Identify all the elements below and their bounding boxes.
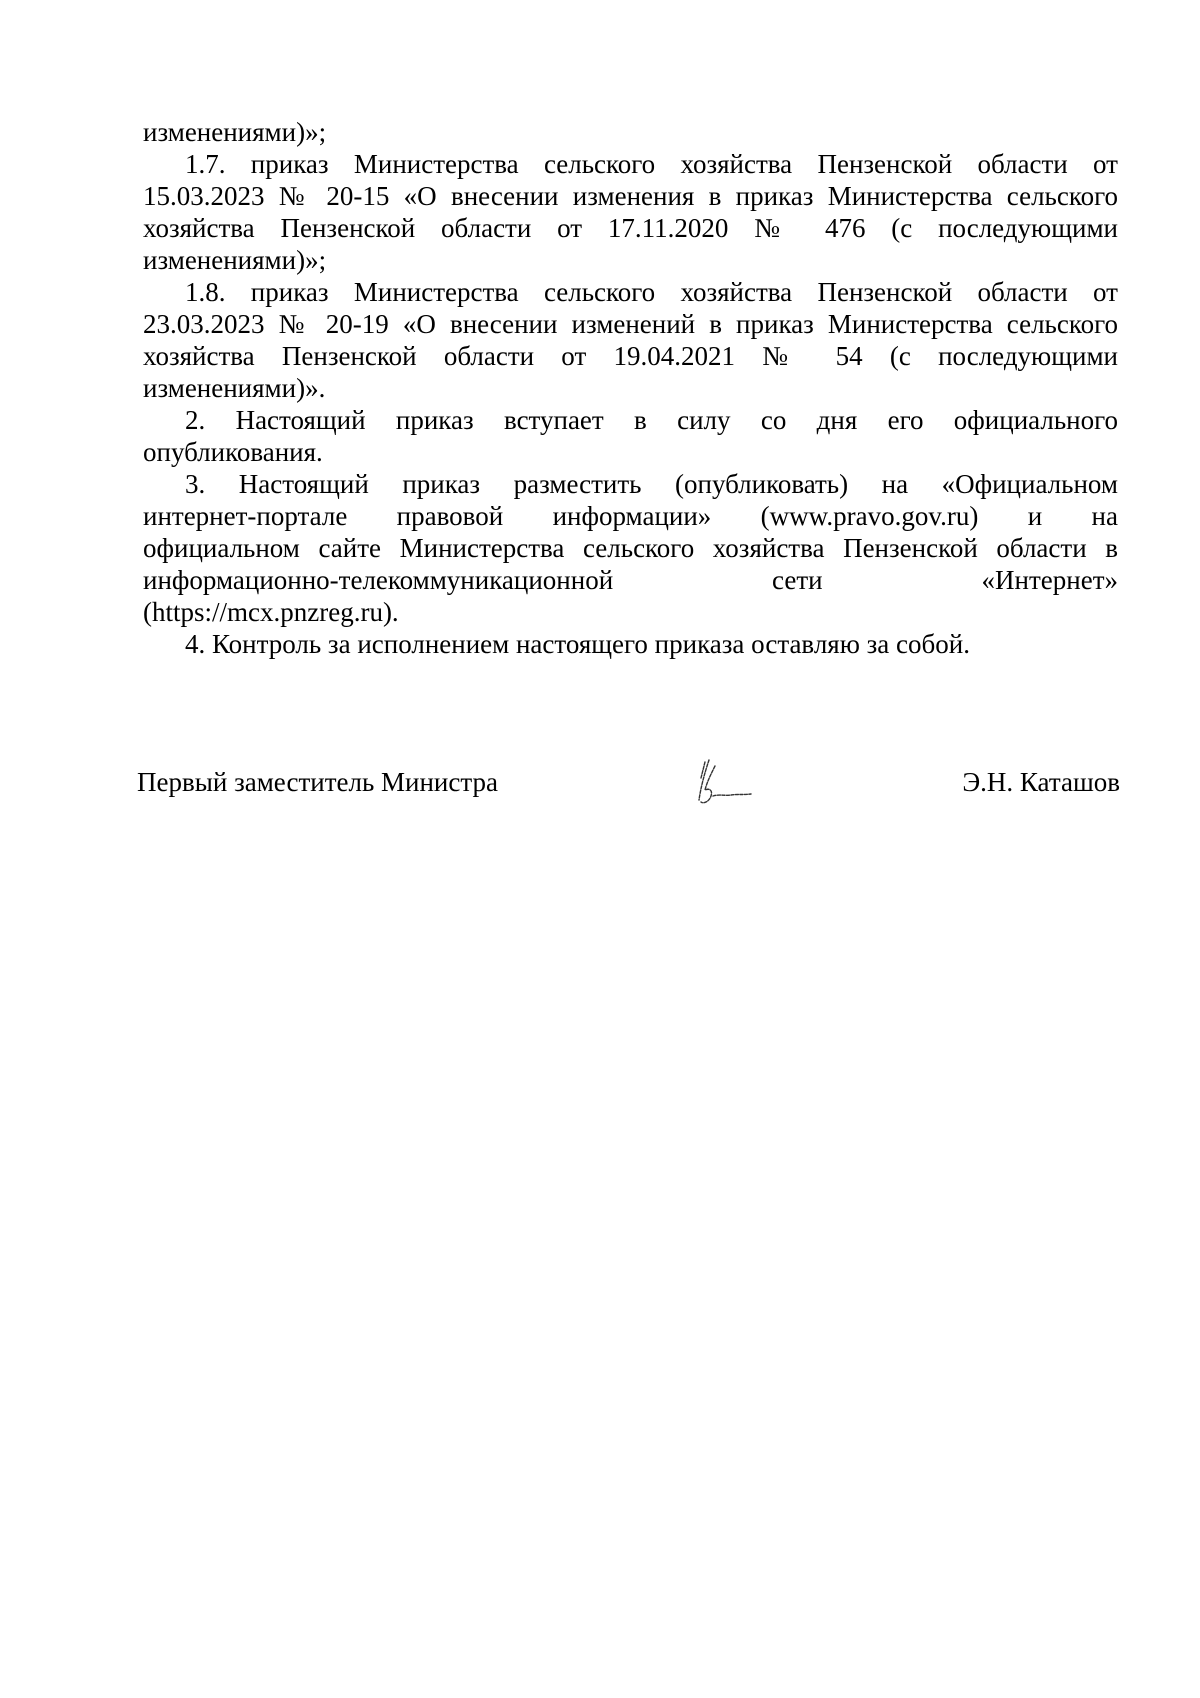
text-line: хозяйства Пензенской области от 19.04.2021 № 54 (с последующими	[143, 341, 1118, 371]
text-line: 15.03.2023 № 20-15 «О внесении изменения в приказ Министерства сельского	[143, 181, 1118, 211]
text-line: изменениями)».	[143, 373, 326, 403]
text-line: изменениями)»;	[143, 117, 327, 147]
text-line: опубликования.	[143, 437, 323, 467]
text-line: (https://mcx.pnzreg.ru).	[143, 597, 399, 627]
text-line: информационно-телекоммуникационной сети «Интернет»	[143, 565, 1118, 595]
paragraph-item-4	[143, 628, 1118, 660]
text-line: 1.8. приказ Министерства сельского хозяйства Пензенской области от	[185, 277, 1118, 307]
text-line: 4. Контроль за исполнением настоящего приказа оставляю за собой.	[185, 629, 970, 659]
signatory-name: Э.Н. Каташов	[962, 767, 1120, 797]
document-body	[143, 116, 1118, 660]
signatory-position: Первый заместитель Министра	[137, 767, 498, 797]
text-line: 1.7. приказ Министерства сельского хозяйства Пензенской области от	[185, 149, 1118, 179]
paragraph-item-1-7	[143, 148, 1118, 276]
handwritten-signature-icon	[691, 756, 757, 812]
paragraph-item-2	[143, 404, 1118, 468]
text-line: официальном сайте Министерства сельского хозяйства Пензенской области в	[143, 533, 1118, 563]
text-line: 2. Настоящий приказ вступает в силу со дня его официального	[185, 405, 1118, 435]
text-line: хозяйства Пензенской области от 17.11.2020 № 476 (с последующими	[143, 213, 1118, 243]
text-line: изменениями)»;	[143, 245, 327, 275]
text-line: 23.03.2023 № 20-19 «О внесении изменений в приказ Министерства сельского	[143, 309, 1118, 339]
text-line: интернет-портале правовой информации» (www.pravo.gov.ru) и на	[143, 501, 1118, 531]
text-line: 3. Настоящий приказ разместить (опубликовать) на «Официальном	[185, 469, 1118, 499]
signature-block	[137, 766, 1120, 826]
paragraph-continuation	[143, 116, 1118, 148]
paragraph-item-3	[143, 468, 1118, 628]
paragraph-item-1-8	[143, 276, 1118, 404]
